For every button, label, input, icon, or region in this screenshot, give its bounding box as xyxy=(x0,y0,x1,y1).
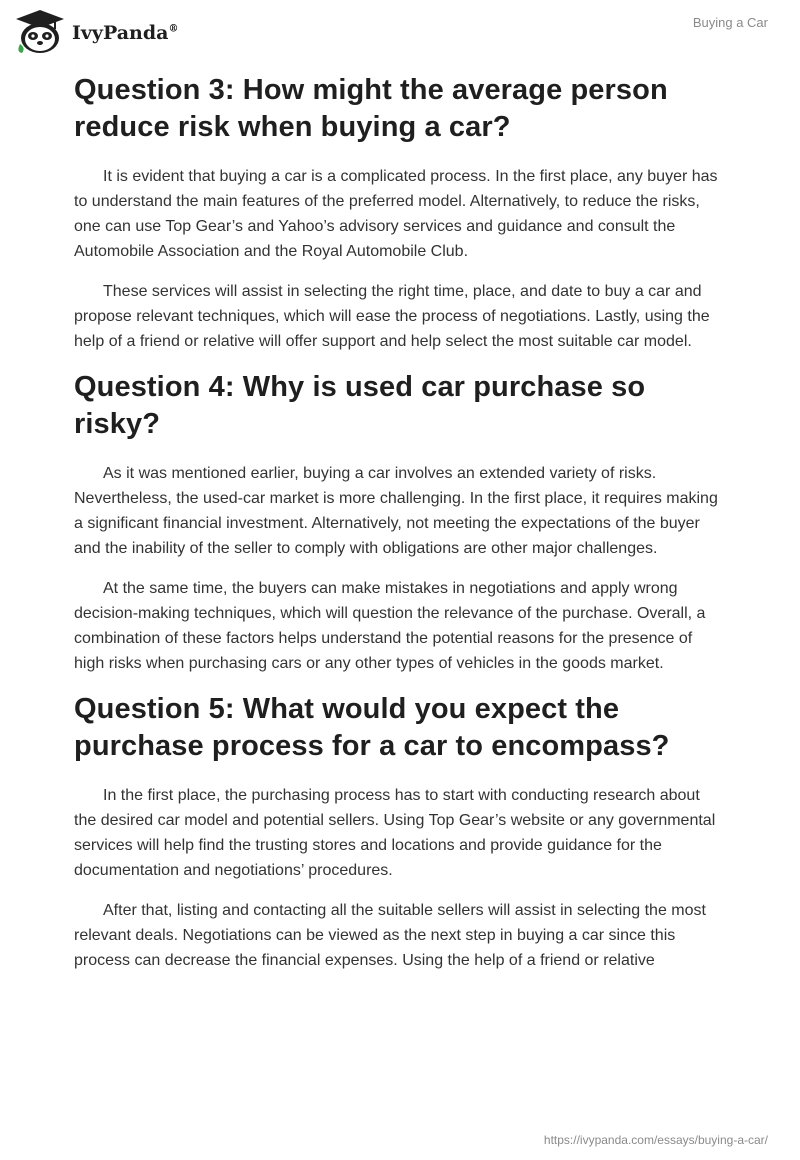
essay-content xyxy=(74,72,724,988)
panda-logo-icon xyxy=(14,8,66,54)
paragraph: It is evident that buying a car is a complicated process. In the first place, any buyer has to understand the main features of the preferred model. Alternatively, to reduce the risks, one can use Top Gear’s and Yahoo’s advisory services and guidance and consult the Automobile Association and the Royal Automobile Club. xyxy=(74,168,718,260)
paragraph: In the first place, the purchasing process has to start with conducting research about the desired car model and potential sellers. Using Top Gear’s website or any governmental services will help find the trusting stores and locations and provide guidance for the documentation and negotiations’ procedures. xyxy=(74,787,716,879)
paragraph: As it was mentioned earlier, buying a car involves an extended variety of risks. Nevertheless, the used-car market is more challenging. In the first place, it requires making a significant financial investment. Alternatively, not meeting the expectations of the buyer and the inability of the seller to comply with obligations are other major challenges. xyxy=(74,465,718,557)
brand-name: IvyPanda® xyxy=(72,22,179,44)
source-url[interactable]: https://ivypanda.com/essays/buying-a-car/ xyxy=(543,1133,768,1147)
section-question-3 xyxy=(74,72,724,354)
section-heading: Question 5: What would you expect the purchase process for a car to encompass? xyxy=(74,693,670,762)
paragraph: At the same time, the buyers can make mistakes in negotiations and apply wrong decision-making techniques, which will question the relevance of the purchase. Overall, a combination of these factors helps understand the potential reasons for the presence of high risks when purchasing cars or any other types of vehicles in the goods market. xyxy=(74,580,706,672)
ivypanda-logo[interactable] xyxy=(14,8,178,54)
section-heading: Question 3: How might the average person reduce risk when buying a car? xyxy=(74,74,668,143)
page-header xyxy=(0,0,800,70)
paragraph: These services will assist in selecting the right time, place, and date to buy a car and propose relevant techniques, which will ease the process of negotiations. Lastly, using the help of a friend or relative will offer support and help select the most suitable car model. xyxy=(74,283,710,350)
section-question-5 xyxy=(74,691,724,973)
paragraph: After that, listing and contacting all the suitable sellers will assist in selecting the most relevant deals. Negotiations can be viewed as the next step in buying a car since this process can decrease the financial expenses. Using the help of a friend or relative xyxy=(74,902,706,969)
section-heading: Question 4: Why is used car purchase so risky? xyxy=(74,371,646,440)
section-question-4 xyxy=(74,369,724,676)
document-title: Buying a Car xyxy=(692,15,768,30)
